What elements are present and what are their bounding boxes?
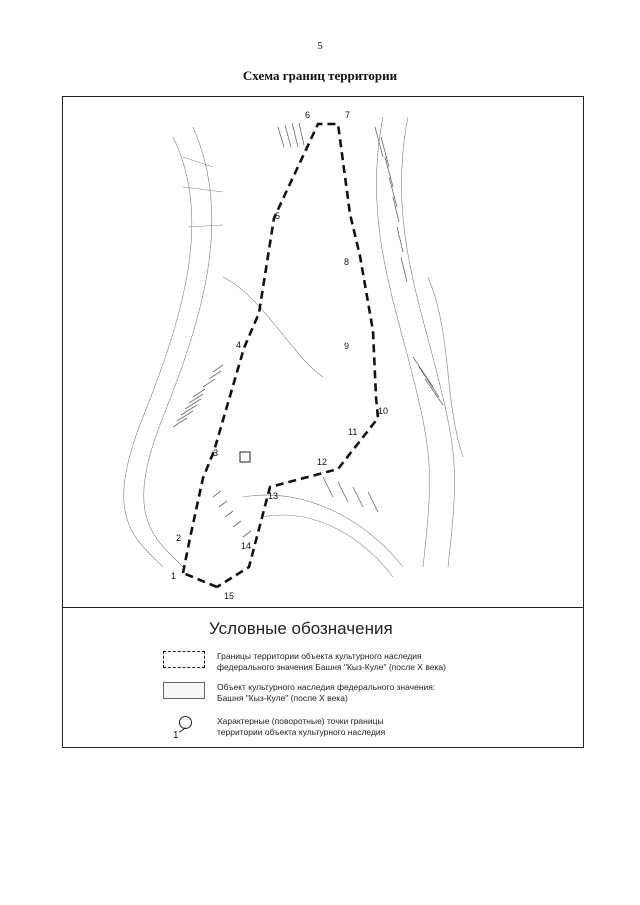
point-label-14: 14: [241, 541, 252, 551]
point-label-13: 13: [268, 491, 279, 501]
point-label-3: 3: [213, 448, 219, 458]
point-label-9: 9: [344, 341, 350, 351]
point-label-4: 4: [236, 340, 242, 350]
point-label-2: 2: [176, 533, 182, 543]
legend-line: Объект культурного наследия федерального значения:: [217, 682, 436, 692]
tower-marker: [240, 452, 250, 462]
map-area: [63, 97, 583, 608]
boundary-swatch: [163, 651, 205, 668]
point-label-1: 1: [171, 571, 177, 581]
point-number: 1: [173, 730, 179, 741]
point-label-15: 15: [224, 591, 235, 601]
point-label-6: 6: [305, 110, 311, 120]
page-number: 5: [317, 40, 323, 52]
point-label-8: 8: [344, 257, 350, 267]
legend-text-object: [217, 682, 547, 704]
legend-line: Характерные (поворотные) точки границы: [217, 716, 384, 726]
page-title: Схема границ территории: [242, 68, 398, 83]
terrain-hatching-right: [323, 127, 443, 512]
point-label-5: 5: [275, 211, 281, 221]
point-label-12: 12: [317, 457, 328, 467]
legend-line: территории объекта культурного наследия: [217, 727, 386, 737]
point-label-10: 10: [378, 406, 389, 416]
legend-line: федерального значения Башня "Кыз-Куле" (после X века): [217, 662, 446, 672]
legend-text-boundary: [217, 651, 547, 673]
point-label-11: 11: [348, 427, 358, 437]
point-label-7: 7: [345, 110, 351, 120]
legend-line: Границы территории объекта культурного наследия: [217, 651, 422, 661]
boundary-closing-segment: [183, 573, 217, 587]
object-swatch: [163, 682, 205, 699]
legend-line: Башня "Кыз-Куле" (после X века): [217, 693, 348, 703]
legend-text-point: [217, 716, 547, 738]
boundary-map: [63, 97, 583, 607]
terrain-hatching-left: [173, 123, 304, 537]
map-frame: [62, 96, 584, 748]
terrain-contours: [124, 117, 463, 577]
territory-boundary: [183, 124, 378, 587]
legend-title: Условные обозначения: [209, 619, 393, 638]
